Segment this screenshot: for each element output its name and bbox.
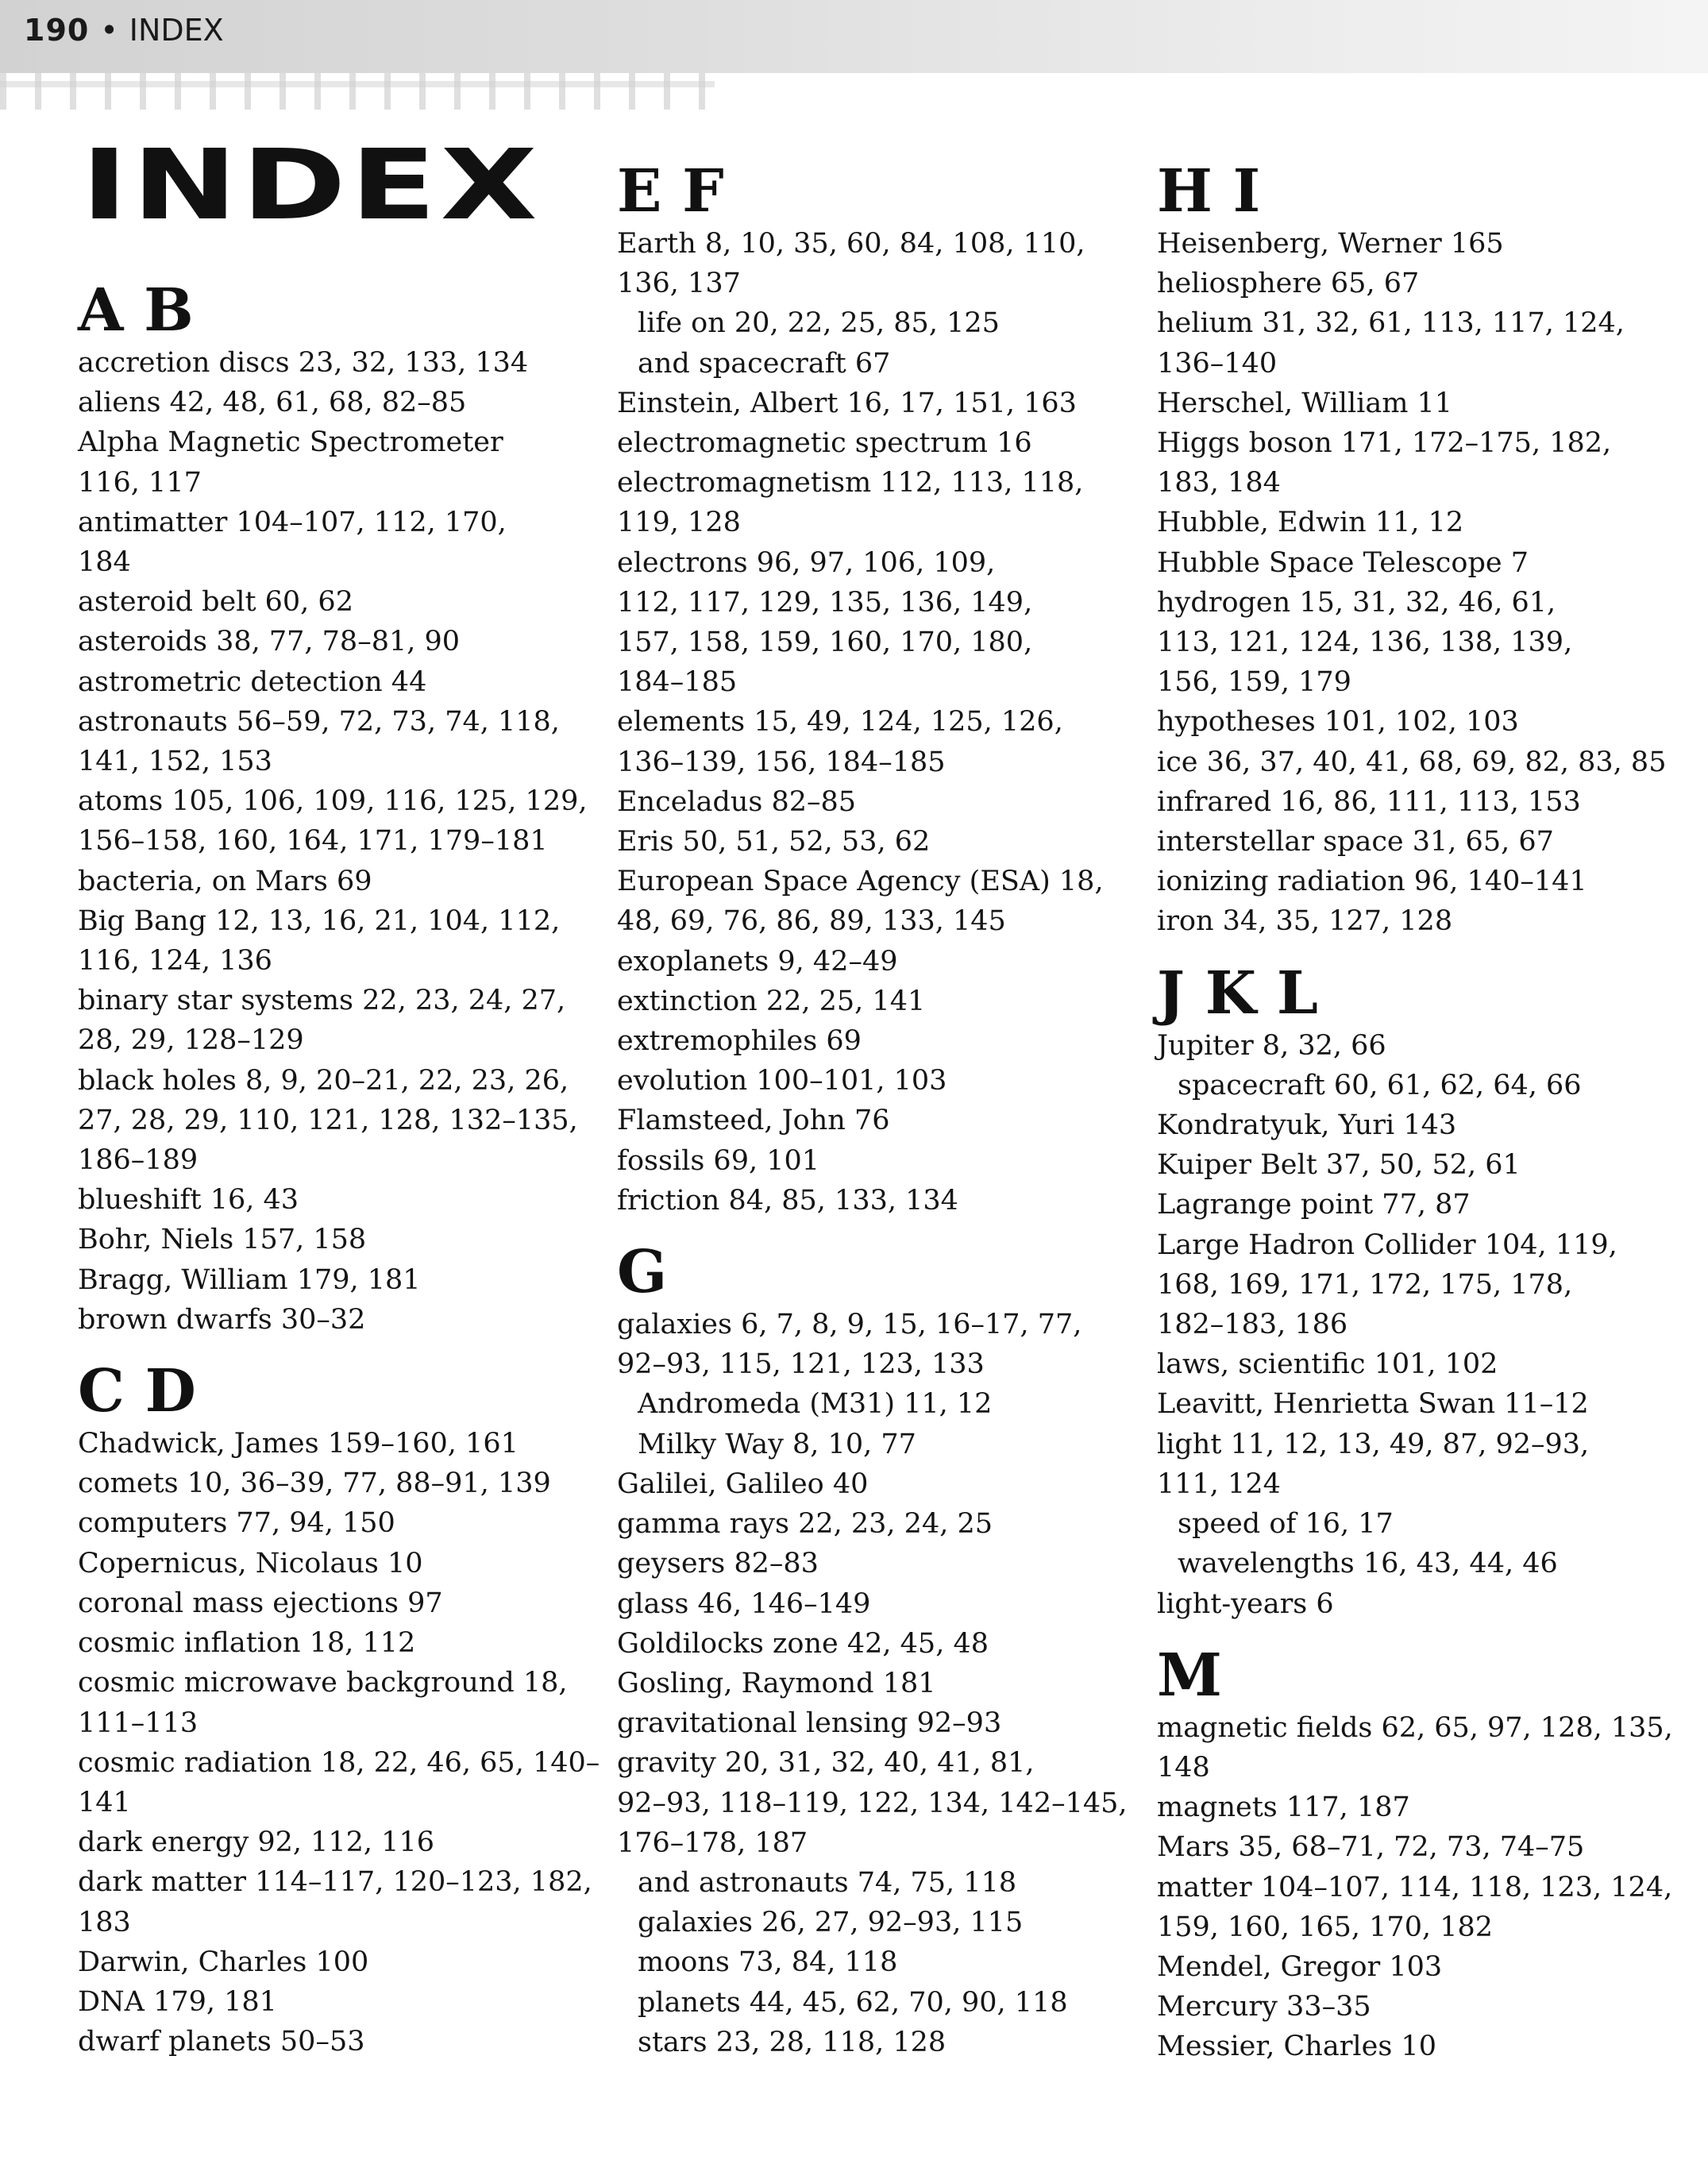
- index-entry: [617, 543, 1141, 703]
- section-letter-heading: G: [617, 1238, 668, 1307]
- index-entry-line: Mars 35, 68–71, 72, 73, 74–75: [1157, 1831, 1585, 1864]
- index-entry-line: Enceladus 82–85: [617, 785, 857, 818]
- index-entry-line: geysers 82–83: [617, 1548, 819, 1580]
- section-spacer: [78, 1340, 602, 1359]
- header-bullet: •: [100, 13, 118, 48]
- index-entry-line: 111, 124: [1157, 1468, 1281, 1500]
- section-letter-heading: C D: [78, 1357, 196, 1426]
- index-entry-line: extremophiles 69: [617, 1025, 862, 1058]
- index-entry: [78, 1424, 602, 1464]
- index-entry-line: 176–178, 187: [617, 1826, 808, 1859]
- index-entry: [1157, 303, 1681, 383]
- index-entry-line: 182–183, 186: [1157, 1309, 1348, 1341]
- index-entry-line: Flamsteed, John 76: [617, 1105, 890, 1137]
- index-entry-line: Milky Way 8, 10, 77: [638, 1428, 916, 1460]
- index-entry-list: [1157, 1708, 1681, 2067]
- index-entry-list: [1157, 224, 1681, 942]
- index-entry: [1157, 742, 1681, 782]
- index-entry-line: ice 36, 37, 40, 41, 68, 69, 82, 83, 85: [1157, 746, 1667, 778]
- index-entry-line: European Space Agency (ESA) 18,: [617, 866, 1104, 898]
- index-entry-line: Darwin, Charles 100: [78, 1946, 369, 1978]
- index-entry-line: 156, 159, 179: [1157, 666, 1351, 699]
- index-entry-line: Eris 50, 51, 52, 53, 62: [617, 826, 931, 858]
- index-entry-line: dark energy 92, 112, 116: [78, 1826, 434, 1859]
- index-entry-line: galaxies 6, 7, 8, 9, 15, 16–17, 77,: [617, 1309, 1082, 1341]
- section-spacer: [617, 1221, 1141, 1240]
- index-column-2: [617, 159, 1141, 2062]
- index-entry: [617, 1544, 1141, 1583]
- index-column-1: [78, 278, 602, 2062]
- index-entry: [1157, 1105, 1681, 1145]
- index-entry-line: interstellar space 31, 65, 67: [1157, 826, 1554, 858]
- index-entry: [78, 1061, 602, 1181]
- index-subentry: [617, 344, 1141, 384]
- index-entry: [78, 582, 602, 622]
- index-entry-line: accretion discs 23, 32, 133, 134: [78, 347, 529, 379]
- index-entry: [78, 1260, 602, 1300]
- index-entry: [617, 384, 1141, 423]
- index-entry-list: [78, 1424, 602, 2062]
- section-letter-heading: E F: [617, 157, 724, 226]
- index-entry: [78, 1743, 602, 1822]
- index-entry-line: matter 104–107, 114, 118, 123, 124,: [1157, 1871, 1673, 1904]
- index-entry-line: Alpha Magnetic Spectrometer: [78, 426, 503, 459]
- index-entry: [78, 901, 602, 981]
- index-subentry: [1157, 1544, 1681, 1583]
- index-entry-line: brown dwarfs 30–32: [78, 1303, 366, 1336]
- page-number: 190: [24, 13, 90, 48]
- index-entry-line: 136–139, 156, 184–185: [617, 746, 946, 778]
- index-entry: [1157, 423, 1681, 503]
- index-subentry: [1157, 1504, 1681, 1544]
- index-entry: [78, 622, 602, 662]
- index-entry-line: atoms 105, 106, 109, 116, 125, 129,: [78, 785, 588, 818]
- index-entry: [78, 383, 602, 422]
- index-entry: [1157, 503, 1681, 542]
- index-entry-line: Chadwick, James 159–160, 161: [78, 1428, 519, 1460]
- index-entry: [1157, 264, 1681, 303]
- index-entry-line: dwarf planets 50–53: [78, 2026, 365, 2058]
- index-entry: [617, 1061, 1141, 1101]
- index-entry-line: 92–93, 115, 121, 123, 133: [617, 1348, 985, 1381]
- index-entry-line: Goldilocks zone 42, 45, 48: [617, 1627, 989, 1660]
- index-entry: [78, 422, 602, 502]
- running-header: [24, 13, 224, 48]
- index-entry-list: [78, 343, 602, 1340]
- index-entry-line: Bohr, Niels 157, 158: [78, 1224, 367, 1256]
- index-entry: [78, 1623, 602, 1663]
- index-entry: [78, 1942, 602, 1982]
- index-entry: [617, 463, 1141, 542]
- index-entry-line: 141, 152, 153: [78, 746, 272, 778]
- index-entry-line: Messier, Charles 10: [1157, 2031, 1436, 2063]
- index-entry-line: coronal mass ejections 97: [78, 1587, 443, 1619]
- index-entry-line: and spacecraft 67: [638, 347, 891, 380]
- index-entry: [78, 343, 602, 383]
- section-letter-heading: M: [1157, 1641, 1222, 1710]
- index-entry-line: 184: [78, 546, 131, 579]
- index-entry-line: 27, 28, 29, 110, 121, 128, 132–135,: [78, 1104, 578, 1136]
- index-entry-line: 183, 184: [1157, 467, 1281, 499]
- index-subentry: [617, 1863, 1141, 1903]
- index-entry-list: [617, 224, 1141, 1221]
- index-entry-line: 116, 117: [78, 466, 202, 499]
- index-entry: [78, 1982, 602, 2022]
- index-entry-line: glass 46, 146–149: [617, 1587, 871, 1620]
- index-entry-line: Bragg, William 179, 181: [78, 1263, 421, 1296]
- index-entry: [78, 662, 602, 702]
- index-entry-line: infrared 16, 86, 111, 113, 153: [1157, 785, 1581, 818]
- index-entry-line: elements 15, 49, 124, 125, 126,: [617, 706, 1063, 739]
- index-entry-line: computers 77, 94, 150: [78, 1507, 395, 1540]
- index-entry-line: galaxies 26, 27, 92–93, 115: [638, 1907, 1024, 1939]
- index-entry: [1157, 583, 1681, 703]
- index-entry-line: 184–185: [617, 666, 738, 699]
- index-entry: [1157, 1145, 1681, 1185]
- index-subentry: [617, 1425, 1141, 1464]
- index-entry: [1157, 901, 1681, 941]
- index-entry: [617, 1743, 1141, 1863]
- index-entry: [617, 1464, 1141, 1504]
- index-entry: [617, 1021, 1141, 1061]
- index-entry-line: exoplanets 9, 42–49: [617, 945, 898, 978]
- index-entry: [1157, 702, 1681, 742]
- index-entry-line: Andromeda (M31) 11, 12: [638, 1388, 993, 1421]
- index-entry-line: Leavitt, Henrietta Swan 11–12: [1157, 1388, 1589, 1421]
- index-entry-line: cosmic inflation 18, 112: [78, 1627, 416, 1660]
- index-entry: [78, 981, 602, 1060]
- index-entry: [617, 1584, 1141, 1624]
- index-subentry: [617, 1384, 1141, 1424]
- index-entry-line: light-years 6: [1157, 1587, 1334, 1620]
- index-entry: [617, 942, 1141, 982]
- index-entry-line: blueshift 16, 43: [78, 1184, 299, 1217]
- index-entry: [1157, 1708, 1681, 1788]
- index-entry: [78, 1663, 602, 1742]
- index-subentry: [617, 1942, 1141, 1982]
- index-entry-line: Einstein, Albert 16, 17, 151, 163: [617, 387, 1077, 419]
- index-entry-line: 116, 124, 136: [78, 945, 272, 978]
- index-entry-line: Big Bang 12, 13, 16, 21, 104, 112,: [78, 904, 561, 937]
- index-entry: [1157, 384, 1681, 423]
- index-entry-line: 119, 128: [617, 507, 741, 539]
- index-entry: [617, 822, 1141, 862]
- section-spacer: [1157, 1624, 1681, 1643]
- index-entry-line: stars 23, 28, 118, 128: [638, 2026, 947, 2058]
- index-entry-line: 186–189: [78, 1144, 199, 1177]
- index-entry-line: Lagrange point 77, 87: [1157, 1189, 1471, 1221]
- index-entry-line: Jupiter 8, 32, 66: [1157, 1029, 1386, 1062]
- index-entry: [78, 702, 602, 781]
- index-entry-line: 148: [1157, 1751, 1210, 1784]
- index-entry-line: Earth 8, 10, 35, 60, 84, 108, 110,: [617, 228, 1085, 260]
- index-entry-line: Kuiper Belt 37, 50, 52, 61: [1157, 1149, 1521, 1182]
- index-entry: [617, 862, 1141, 941]
- index-entry-line: 136, 137: [617, 268, 741, 300]
- index-entry-line: evolution 100–101, 103: [617, 1065, 947, 1097]
- index-entry-line: Mendel, Gregor 103: [1157, 1950, 1443, 1983]
- index-entry: [617, 982, 1141, 1021]
- header-pixel-decoration: [0, 73, 715, 110]
- index-entry-line: 159, 160, 165, 170, 182: [1157, 1911, 1494, 1943]
- index-entry-line: ionizing radiation 96, 140–141: [1157, 866, 1587, 898]
- index-entry: [1157, 1788, 1681, 1827]
- index-subentry: [1157, 1066, 1681, 1105]
- index-entry-line: moons 73, 84, 118: [638, 1946, 898, 1979]
- index-entry-line: 157, 158, 159, 160, 170, 180,: [617, 627, 1033, 659]
- index-entry-line: 48, 69, 76, 86, 89, 133, 145: [617, 905, 1006, 938]
- index-entry-line: 111–113: [78, 1707, 199, 1739]
- index-entry: [1157, 1827, 1681, 1867]
- index-entry-line: 183: [78, 1906, 131, 1938]
- index-entry: [617, 1141, 1141, 1181]
- index-entry-line: Hubble, Edwin 11, 12: [1157, 507, 1464, 539]
- index-entry-line: spacecraft 60, 61, 62, 64, 66: [1178, 1069, 1582, 1101]
- index-entry-line: cosmic microwave background 18,: [78, 1667, 568, 1699]
- index-entry-list: [617, 1305, 1141, 2062]
- index-entry-line: iron 34, 35, 127, 128: [1157, 905, 1453, 938]
- index-subentry: [617, 1983, 1141, 2023]
- index-entry-line: and astronauts 74, 75, 118: [638, 1866, 1017, 1899]
- index-entry-line: electromagnetic spectrum 16: [617, 427, 1032, 460]
- index-entry: [617, 782, 1141, 822]
- index-entry: [617, 1703, 1141, 1743]
- index-entry-line: electrons 96, 97, 106, 109,: [617, 546, 996, 579]
- index-entry-line: 156–158, 160, 164, 171, 179–181: [78, 825, 548, 858]
- index-entry: [78, 862, 602, 901]
- index-entry: [78, 2022, 602, 2062]
- index-entry-line: 112, 117, 129, 135, 136, 149,: [617, 586, 1033, 619]
- index-entry: [1157, 1185, 1681, 1225]
- index-entry-line: antimatter 104–107, 112, 170,: [78, 506, 507, 538]
- index-entry-line: asteroid belt 60, 62: [78, 586, 353, 619]
- index-entry: [1157, 1225, 1681, 1345]
- index-entry: [1157, 1344, 1681, 1384]
- index-entry-line: 136–140: [1157, 347, 1278, 380]
- index-entry: [1157, 822, 1681, 862]
- index-entry-line: binary star systems 22, 23, 24, 27,: [78, 985, 566, 1017]
- section-spacer: [1157, 942, 1681, 961]
- index-entry-line: electromagnetism 112, 113, 118,: [617, 467, 1084, 499]
- index-entry-line: magnets 117, 187: [1157, 1792, 1410, 1824]
- index-entry-line: Herschel, William 11: [1157, 387, 1453, 419]
- running-header-section: INDEX: [129, 13, 224, 48]
- index-subentry: [617, 2023, 1141, 2062]
- index-entry-line: speed of 16, 17: [1178, 1508, 1394, 1541]
- index-entry-line: Galilei, Galileo 40: [617, 1468, 869, 1500]
- index-entry: [78, 1822, 602, 1862]
- header-band: [0, 0, 1708, 73]
- index-entry-line: light 11, 12, 13, 49, 87, 92–93,: [1157, 1428, 1590, 1460]
- index-entry-line: Heisenberg, Werner 165: [1157, 228, 1504, 260]
- section-letter-heading: H I: [1157, 157, 1261, 226]
- index-entry-line: extinction 22, 25, 141: [617, 985, 926, 1017]
- index-entry: [1157, 1868, 1681, 1947]
- index-entry-line: comets 10, 36–39, 77, 88–91, 139: [78, 1468, 551, 1500]
- index-entry: [78, 1220, 602, 1259]
- index-entry: [1157, 1425, 1681, 1504]
- index-subentry: [617, 1903, 1141, 1942]
- index-entry-line: helium 31, 32, 61, 113, 117, 124,: [1157, 307, 1625, 340]
- index-entry: [617, 702, 1141, 781]
- index-entry-line: bacteria, on Mars 69: [78, 865, 372, 897]
- index-entry-line: 28, 29, 128–129: [78, 1024, 304, 1057]
- index-entry: [1157, 862, 1681, 901]
- index-entry: [78, 1583, 602, 1623]
- index-entry-line: black holes 8, 9, 20–21, 22, 23, 26,: [78, 1064, 569, 1097]
- index-entry: [78, 1180, 602, 1220]
- index-entry: [617, 1305, 1141, 1384]
- index-entry-line: life on 20, 22, 25, 85, 125: [638, 307, 1000, 340]
- index-entry: [78, 1300, 602, 1340]
- index-entry-line: asteroids 38, 77, 78–81, 90: [78, 626, 461, 658]
- index-entry-line: heliosphere 65, 67: [1157, 268, 1420, 300]
- index-entry-line: astronauts 56–59, 72, 73, 74, 118,: [78, 705, 560, 738]
- index-entry-line: magnetic fields 62, 65, 97, 128, 135,: [1157, 1711, 1673, 1744]
- index-entry-line: gravity 20, 31, 32, 40, 41, 81,: [617, 1747, 1035, 1780]
- index-entry-line: Hubble Space Telescope 7: [1157, 546, 1529, 579]
- index-entry-line: Copernicus, Nicolaus 10: [78, 1547, 423, 1580]
- index-entry-line: cosmic radiation 18, 22, 46, 65, 140–: [78, 1746, 600, 1779]
- index-entry-line: Gosling, Raymond 181: [617, 1667, 936, 1699]
- index-entry-line: Large Hadron Collider 104, 119,: [1157, 1228, 1617, 1261]
- index-entry: [78, 1862, 602, 1942]
- index-entry: [617, 1624, 1141, 1664]
- index-subentry: [617, 303, 1141, 343]
- index-entry-line: hydrogen 15, 31, 32, 46, 61,: [1157, 586, 1556, 619]
- index-entry: [1157, 1987, 1681, 2027]
- index-entry-line: gravitational lensing 92–93: [617, 1707, 1002, 1740]
- index-entry-line: 141: [78, 1786, 131, 1819]
- index-entry-line: Higgs boson 171, 172–175, 182,: [1157, 427, 1612, 460]
- index-entry: [617, 1101, 1141, 1140]
- index-entry: [1157, 224, 1681, 264]
- index-entry: [1157, 1026, 1681, 1066]
- index-entry-line: wavelengths 16, 43, 44, 46: [1178, 1548, 1558, 1580]
- index-entry: [78, 1544, 602, 1583]
- index-entry-line: planets 44, 45, 62, 70, 90, 118: [638, 1986, 1068, 2019]
- index-entry-line: gamma rays 22, 23, 24, 25: [617, 1508, 993, 1541]
- index-entry-line: 92–93, 118–119, 122, 134, 142–145,: [617, 1787, 1128, 1819]
- index-entry: [1157, 543, 1681, 583]
- index-entry: [617, 224, 1141, 303]
- section-letter-heading: J K L: [1157, 958, 1318, 1028]
- page-title: INDEX: [81, 129, 542, 241]
- index-entry-line: Mercury 33–35: [1157, 1991, 1371, 2023]
- index-entry-line: dark matter 114–117, 120–123, 182,: [78, 1866, 592, 1899]
- index-entry-line: aliens 42, 48, 61, 68, 82–85: [78, 387, 467, 419]
- index-entry-line: Kondratyuk, Yuri 143: [1157, 1109, 1457, 1142]
- index-entry-line: DNA 179, 181: [78, 1985, 277, 2018]
- index-entry-line: 168, 169, 171, 172, 175, 178,: [1157, 1268, 1573, 1301]
- index-entry-line: fossils 69, 101: [617, 1144, 820, 1177]
- index-entry: [1157, 1947, 1681, 1987]
- index-entry: [1157, 1584, 1681, 1624]
- index-entry-line: hypotheses 101, 102, 103: [1157, 706, 1519, 739]
- index-column-3: [1157, 159, 1681, 2067]
- index-entry-line: 113, 121, 124, 136, 138, 139,: [1157, 627, 1573, 659]
- index-entry: [78, 1503, 602, 1543]
- index-entry: [617, 1504, 1141, 1544]
- index-entry: [1157, 2027, 1681, 2066]
- index-entry-list: [1157, 1026, 1681, 1624]
- index-entry: [78, 781, 602, 861]
- index-entry: [1157, 782, 1681, 822]
- index-entry: [78, 503, 602, 582]
- index-entry-line: friction 84, 85, 133, 134: [617, 1184, 958, 1217]
- index-entry: [617, 423, 1141, 463]
- index-entry-line: astrometric detection 44: [78, 665, 427, 698]
- index-entry-line: laws, scientific 101, 102: [1157, 1348, 1498, 1381]
- index-entry: [1157, 1384, 1681, 1424]
- section-letter-heading: A B: [78, 276, 194, 345]
- index-entry: [617, 1664, 1141, 1703]
- index-entry: [78, 1464, 602, 1503]
- index-entry: [617, 1181, 1141, 1221]
